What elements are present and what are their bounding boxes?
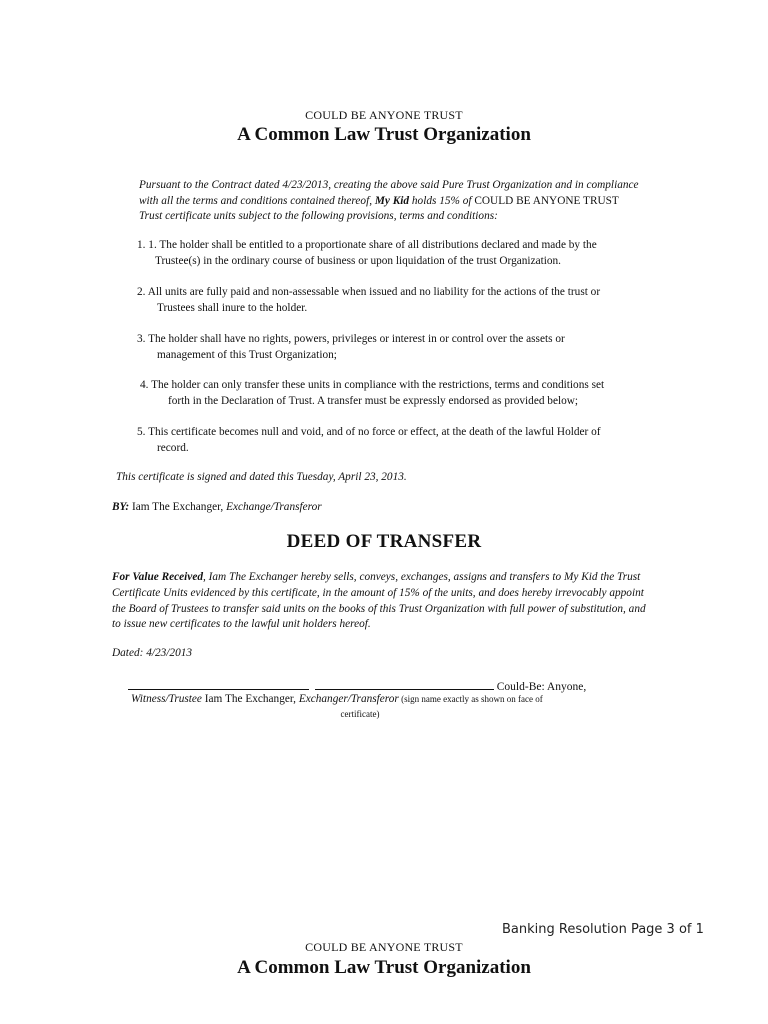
signature-lines [128, 677, 586, 693]
organization-title: A Common Law Trust Organization [237, 124, 531, 145]
exchanger-role: Exchanger/Transferor [298, 693, 399, 705]
holder-name: My Kid [374, 194, 410, 207]
provision-number: 2. [137, 286, 146, 298]
provision-item-1 [137, 238, 677, 269]
sign-note: (sign name exactly as shown on face of [398, 694, 543, 704]
signature-roles [131, 693, 543, 705]
exchanger-name: Iam The Exchanger, [201, 693, 299, 705]
intro-text-2: holds 15% of [409, 194, 475, 207]
provision-number: 1. 1. [137, 239, 157, 251]
witness-role: Witness/Trustee [131, 693, 202, 705]
by-name: Iam The Exchanger, [129, 501, 227, 513]
provision-item-3 [137, 332, 677, 363]
deed-title: DEED OF TRANSFER [286, 531, 482, 552]
sign-note-cont: certificate) [340, 709, 380, 719]
deed-text: , Iam The Exchanger hereby sells, conveys, exchanges, assigns and transfers to My Kid the Trust Certificate Units evidenced by this certificate, in the amount of 15% of the units, and does hereby irrevocably appoint the Board of Trustees to transfer said units on the books of this Trust Organization with full power of substitution, and to issue new certificates to the lawful unit holders hereof. [112, 571, 646, 631]
provision-text: The holder shall be entitled to a proportionate share of all distributions declared and made by the [159, 239, 597, 251]
by-label: BY: [112, 501, 130, 513]
witness-signature-line [128, 677, 309, 690]
footer-organization-title: A Common Law Trust Organization [237, 957, 531, 978]
intro-paragraph [139, 178, 639, 225]
provision-text-cont: Trustee(s) in the ordinary course of business or upon liquidation of the trust Organization. [155, 254, 561, 267]
intro-text-3: Trust certificate units subject to the following provisions, terms and conditions: [139, 210, 498, 222]
deed-paragraph [112, 570, 657, 633]
provision-item-5 [137, 425, 677, 456]
provision-text: This certificate becomes null and void, and of no force or effect, at the death of the lawful Holder of [148, 426, 601, 438]
provision-text-cont: forth in the Declaration of Trust. A transfer must be expressly endorsed as provided below; [168, 394, 579, 407]
deed-lead: For Value Received [112, 571, 203, 583]
by-line [112, 501, 322, 513]
deed-dated: Dated: 4/23/2013 [112, 647, 193, 659]
provision-number: 5. [137, 426, 146, 438]
trust-name-header: COULD BE ANYONE TRUST [305, 108, 463, 122]
provision-text-cont: Trustees shall inure to the holder. [157, 301, 308, 314]
intro-text-1: Pursuant to the Contract dated 4/23/2013, creating the above said Pure Trust Organization and in compliance with all the terms and conditions contained thereof, [139, 179, 639, 207]
exchanger-signature-line [315, 677, 494, 690]
provision-text: All units are fully paid and non-assessable when issued and no liability for the actions of the trust or [147, 286, 601, 298]
by-role: Exchange/Transferor [226, 501, 322, 513]
provision-text-cont: management of this Trust Organization; [157, 348, 337, 361]
page-label: Banking Resolution Page 3 of 1 [502, 922, 704, 937]
intro-trust-name: COULD BE ANYONE TRUST [474, 194, 619, 207]
provision-text: The holder shall have no rights, powers, privileges or interest in or control over the assets or [148, 333, 565, 345]
provision-item-2 [137, 285, 677, 316]
signature-names: Could-Be: Anyone, [493, 681, 587, 693]
footer-trust-name: COULD BE ANYONE TRUST [305, 940, 463, 954]
signed-date-line: This certificate is signed and dated this Tuesday, April 23, 2013. [116, 471, 407, 483]
provision-number: 3. [137, 333, 146, 345]
provision-number: 4. [140, 379, 149, 391]
provision-text-cont: record. [157, 441, 189, 454]
provision-text: The holder can only transfer these units in compliance with the restrictions, terms and conditions set [151, 379, 605, 391]
provision-item-4 [140, 378, 680, 409]
